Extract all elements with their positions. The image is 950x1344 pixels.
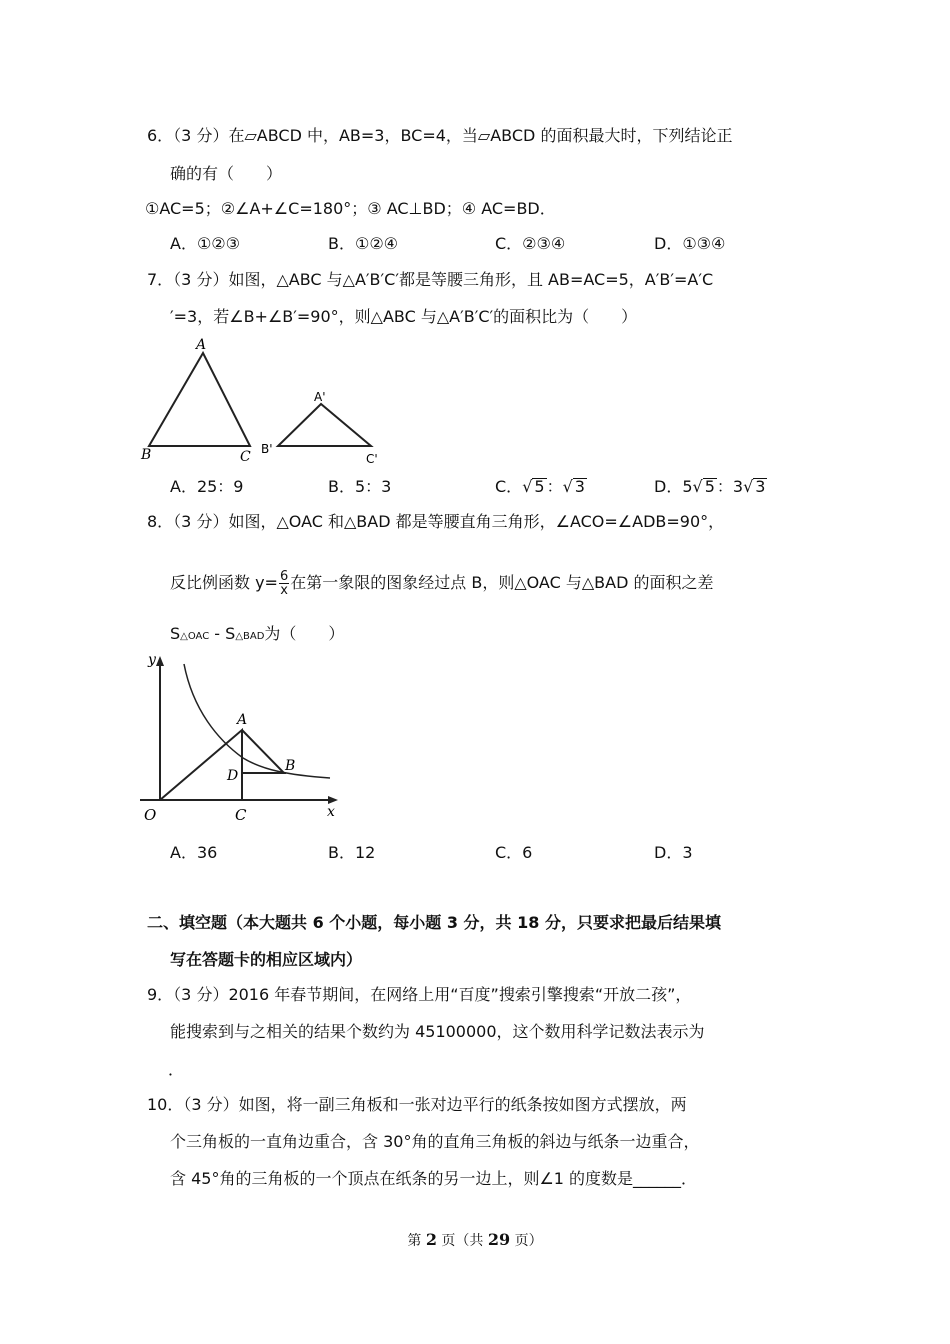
q8-label-a: A (237, 712, 248, 728)
page-number: 2 (425, 1230, 437, 1249)
q8-label-d: D (227, 768, 239, 784)
q7-label-c: C (240, 449, 251, 465)
triangle-abc (149, 353, 250, 446)
q8-line2: 反比例函数 y= $\frac{6}{x}$ 在第一象限的图象经过点 B，则△OAC 与△BAD 的面积之差 (170, 569, 714, 598)
q7-option-c: C．√ 5 ：√ 3 (495, 477, 585, 496)
q6-option-d: D．①③④ (654, 234, 726, 253)
q6-option-c: C．②③④ (495, 234, 566, 253)
q7-line1: 7．（3 分）如图，△ABC 与△A′B′C′都是等腰三角形，且 AB=AC=5，A′B′=A′C (147, 270, 714, 289)
section2-heading-line2: 写在答题卡的相应区域内） (170, 950, 363, 969)
q7-option-d: D．5√ 5 ：3√ 3 (654, 477, 766, 496)
q6-line1: 6．（3 分）在▱ABCD 中，AB=3，BC=4，当▱ABCD 的面积最大时，下列结论正 (147, 126, 733, 145)
q9-line3: ． (168, 1060, 185, 1079)
q7-option-b: B．5：3 (328, 477, 392, 496)
q7-label-b: B (141, 447, 152, 463)
q10-line1: 10．（3 分）如图，将一副三角板和一张对边平行的纸条按如图方式摆放，两 (147, 1095, 687, 1114)
q8-label-x: x (327, 804, 335, 820)
q7-label-a-prime: A' (314, 390, 326, 404)
q8-label-o: O (144, 806, 157, 824)
q8-line3: S△OAC - S△BAD为（ ） (170, 624, 345, 643)
triangle-a2b2c2 (278, 404, 371, 446)
q8-line1: 8．（3 分）如图，△OAC 和△BAD 都是等腰直角三角形，∠ACO=∠ADB=90°， (147, 512, 725, 531)
sqrt-icon: √ (692, 477, 703, 496)
q10-line2: 个三角板的一直角边重合，含 30°角的直角三角板的斜边与纸条一边重合， (170, 1132, 700, 1151)
q7-option-a: A．25：9 (170, 477, 244, 496)
q9-line2: 能搜索到与之相关的结果个数约为 45100000，这个数用科学记数法表示为 (170, 1022, 705, 1041)
q6-option-b: B．①②④ (328, 234, 399, 253)
q6-line3: ①AC=5；②∠A+∠C=180°；③ AC⊥BD；④ AC=BD． (145, 199, 556, 218)
q8-label-y: y (148, 652, 156, 668)
q7-line2: ′=3，若∠B+∠B′=90°，则△ABC 与△A′B′C′的面积比为（ ） (170, 307, 638, 326)
q8-label-b: B (285, 758, 296, 774)
page-total: 29 (487, 1230, 511, 1249)
q10-line3: 含 45°角的三角板的一个顶点在纸条的另一边上，则∠1 的度数是______． (170, 1169, 698, 1188)
sqrt-icon: √ (522, 477, 533, 496)
q8-figure (138, 650, 348, 830)
q7-figure (138, 335, 398, 470)
q7-label-b-prime: B' (261, 442, 273, 456)
q8-option-d: D．3 (654, 843, 693, 862)
q7-label-c-prime: C' (366, 452, 378, 466)
q8-option-c: C．6 (495, 843, 533, 862)
q9-line1: 9．（3 分）2016 年春节期间，在网络上用“百度”搜索引擎搜索“开放二孩”， (147, 985, 692, 1004)
sqrt-icon: √ (562, 477, 573, 496)
q7-label-a: A (196, 337, 207, 353)
fraction-6-over-x: $\frac{6}{x}$ (279, 569, 289, 598)
q8-label-c: C (235, 806, 247, 824)
section2-heading-line1: 二、填空题（本大题共 6 个小题，每小题 3 分，共 18 分，只要求把最后结果填 (147, 913, 721, 932)
q6-option-a: A．①②③ (170, 234, 240, 253)
page-footer: 第 2 页（共 29 页） (407, 1230, 543, 1249)
triangle-oac (160, 730, 242, 800)
x-axis-arrow-icon (328, 796, 338, 804)
q6-line2: 确的有（ ） (170, 164, 283, 183)
y-axis-arrow-icon (156, 656, 164, 666)
q8-option-a: A．36 (170, 843, 218, 862)
sqrt-icon: √ (743, 477, 754, 496)
q8-option-b: B．12 (328, 843, 376, 862)
